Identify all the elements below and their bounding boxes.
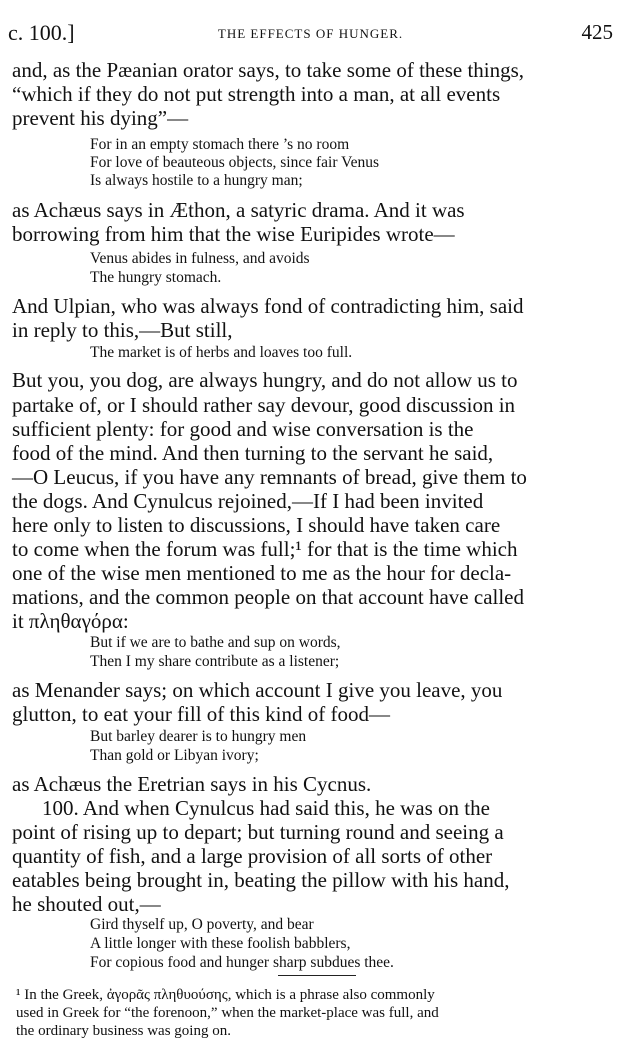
verse-line: The hungry stomach. [90,269,222,286]
prose-line: and, as the Pæanian orator says, to take some of these things, [12,58,525,82]
prose-line: as Achæus says in Æthon, a satyric drama. And it was [12,198,465,222]
footnote-rule [278,975,356,976]
prose-line: prevent his dying”— [12,106,189,130]
verse-line: But barley dearer is to hungry men [90,728,307,745]
prose-line: eatables being brought in, beating the pillow with his hand, [12,868,510,892]
prose-line: glutton, to eat your fill of this kind of food— [12,702,390,726]
prose-line: as Achæus the Eretrian says in his Cycnus. [12,772,372,796]
prose-line: mations, and the common people on that account have called [12,585,524,609]
prose-line: it πληθαγόρα: [12,609,129,633]
verse-line: Gird thyself up, O poverty, and bear [90,916,314,933]
prose-line: But you, you dog, are always hungry, and do not allow us to [12,368,518,392]
verse-line: For in an empty stomach there ’s no room [90,136,350,153]
page-number: 425 [581,20,613,44]
prose-line: one of the wise men mentioned to me as the hour for decla- [12,561,512,585]
verse-line: A little longer with these foolish babblers, [90,935,351,952]
footnote-line: used in Greek for “the forenoon,” when the market-place was full, and [16,1005,439,1021]
paragraph-start-line: 100. And when Cynulcus had said this, he was on the [42,796,490,820]
prose-line: —O Leucus, if you have any remnants of bread, give them to [12,465,527,489]
prose-line: food of the mind. And then turning to the servant he said, [12,441,494,465]
prose-line: to come when the forum was full;¹ for that is the time which [12,537,518,561]
verse-line: Than gold or Libyan ivory; [90,747,259,764]
prose-line: sufficient plenty: for good and wise conversation is the [12,417,474,441]
running-title: THE EFFECTS OF HUNGER. [217,26,404,41]
prose-line: borrowing from him that the wise Euripides wrote— [12,222,455,246]
prose-line: partake of, or I should rather say devour, good discussion in [12,393,516,417]
verse-line: The market is of herbs and loaves too full. [90,344,353,361]
prose-line: “which if they do not put strength into a man, at all events [12,82,501,106]
footnote-line: the ordinary business was going on. [16,1023,231,1039]
prose-line: here only to listen to discussions, I should have taken care [12,513,501,537]
verse-line: But if we are to bathe and sup on words, [90,634,341,651]
prose-line: he shouted out,— [12,892,161,916]
prose-line: quantity of fish, and a large provision of all sorts of other [12,844,493,868]
prose-line: as Menander says; on which account I give you leave, you [12,678,503,702]
verse-line: Is always hostile to a hungry man; [90,172,303,189]
chapter-marker: c. 100.] [8,20,75,45]
verse-line: Then I my share contribute as a listener; [90,653,340,670]
prose-line: point of rising up to depart; but turning round and seeing a [12,820,504,844]
verse-line: Venus abides in fulness, and avoids [90,250,310,267]
running-header [8,20,613,50]
prose-line: the dogs. And Cynulcus rejoined,—If I had been invited [12,489,484,513]
verse-line: For copious food and hunger sharp subdues thee. [90,954,394,971]
verse-line: For love of beauteous objects, since fair Venus [90,154,379,171]
prose-line: And Ulpian, who was always fond of contradicting him, said [12,294,524,318]
footnote-line: ¹ In the Greek, ἀγορᾶς πληθυούσης, which is a phrase also commonly [16,987,435,1003]
prose-line: in reply to this,—But still, [12,318,233,342]
